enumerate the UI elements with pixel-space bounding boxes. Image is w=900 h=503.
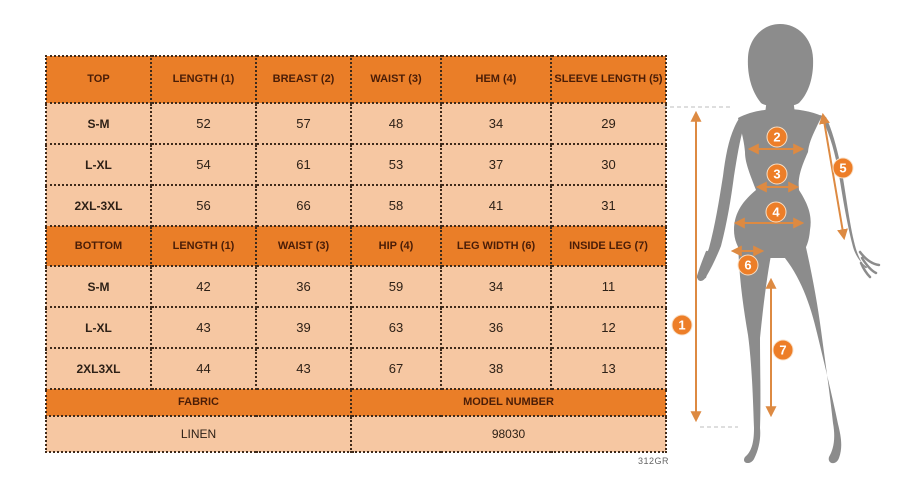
size-label: S-M <box>46 266 151 307</box>
col-header-top: TOP <box>46 56 151 103</box>
col-header-waist: WAIST (3) <box>256 226 351 266</box>
cell-value: 43 <box>256 348 351 389</box>
cell-value: 67 <box>351 348 441 389</box>
cell-value: 66 <box>256 185 351 226</box>
cell-value: 43 <box>151 307 256 348</box>
cell-value: 59 <box>351 266 441 307</box>
cell-value: 42 <box>151 266 256 307</box>
size-label: S-M <box>46 103 151 144</box>
size-label: L-XL <box>46 144 151 185</box>
col-header-breast: BREAST (2) <box>256 56 351 103</box>
cell-value: 29 <box>551 103 666 144</box>
cell-value: 38 <box>441 348 551 389</box>
fabric-header: FABRIC <box>46 389 351 416</box>
col-header-hip: HIP (4) <box>351 226 441 266</box>
cell-value: 63 <box>351 307 441 348</box>
marker-number: 4 <box>772 204 780 220</box>
fabric-model-value-row <box>46 416 666 452</box>
cell-value: 36 <box>256 266 351 307</box>
col-header-waist: WAIST (3) <box>351 56 441 103</box>
table-row-bottom-sm <box>46 266 666 307</box>
cell-value: 57 <box>256 103 351 144</box>
cell-value: 34 <box>441 266 551 307</box>
marker-number: 5 <box>839 160 847 176</box>
measurement-marker-3 <box>767 164 787 184</box>
size-label: 2XL3XL <box>46 348 151 389</box>
cell-value: 11 <box>551 266 666 307</box>
cell-value: 34 <box>441 103 551 144</box>
measurement-marker-4 <box>766 202 786 222</box>
marker-number: 1 <box>678 317 686 333</box>
table-row-top-lxl <box>46 144 666 185</box>
cell-value: 54 <box>151 144 256 185</box>
table-row-bottom-lxl <box>46 307 666 348</box>
table-row-top-sm <box>46 103 666 144</box>
table-row-bottom-2xl3xl <box>46 348 666 389</box>
col-header-length: LENGTH (1) <box>151 226 256 266</box>
measurement-marker-7 <box>773 340 793 360</box>
size-label: L-XL <box>46 307 151 348</box>
col-header-length: LENGTH (1) <box>151 56 256 103</box>
cell-value: 61 <box>256 144 351 185</box>
top-header-row <box>46 56 666 103</box>
col-header-bottom: BOTTOM <box>46 226 151 266</box>
cell-value: 44 <box>151 348 256 389</box>
model-number-value: 98030 <box>351 416 666 452</box>
size-label: 2XL-3XL <box>46 185 151 226</box>
fabric-model-header-row <box>46 389 666 416</box>
model-number-header: MODEL NUMBER <box>351 389 666 416</box>
cell-value: 56 <box>151 185 256 226</box>
cell-value: 12 <box>551 307 666 348</box>
cell-value: 36 <box>441 307 551 348</box>
col-header-hem: HEM (4) <box>441 56 551 103</box>
bottom-header-row <box>46 226 666 266</box>
cell-value: 53 <box>351 144 441 185</box>
cell-value: 39 <box>256 307 351 348</box>
measurement-marker-5 <box>833 158 853 178</box>
watermark-code: 312GR <box>637 456 669 466</box>
cell-value: 31 <box>551 185 666 226</box>
col-header-sleeve-length: SLEEVE LENGTH (5) <box>551 56 666 103</box>
measurement-marker-2 <box>767 127 787 147</box>
col-header-inside-leg: INSIDE LEG (7) <box>551 226 666 266</box>
marker-number: 2 <box>773 129 781 145</box>
size-table <box>45 55 667 453</box>
measurement-marker-1 <box>672 315 692 335</box>
woman-silhouette-image <box>697 24 879 463</box>
marker-number: 7 <box>779 342 787 358</box>
fabric-value: LINEN <box>46 416 351 452</box>
cell-value: 58 <box>351 185 441 226</box>
table-row-top-2xl3xl <box>46 185 666 226</box>
col-header-leg-width: LEG WIDTH (6) <box>441 226 551 266</box>
silhouette-right-hand-fingers <box>860 252 879 277</box>
measurement-marker-6 <box>738 255 758 275</box>
cell-value: 30 <box>551 144 666 185</box>
marker-number: 6 <box>744 257 752 273</box>
cell-value: 37 <box>441 144 551 185</box>
cell-value: 41 <box>441 185 551 226</box>
cell-value: 13 <box>551 348 666 389</box>
cell-value: 48 <box>351 103 441 144</box>
cell-value: 52 <box>151 103 256 144</box>
body-measurement-diagram <box>660 0 900 503</box>
marker-number: 3 <box>773 166 781 182</box>
